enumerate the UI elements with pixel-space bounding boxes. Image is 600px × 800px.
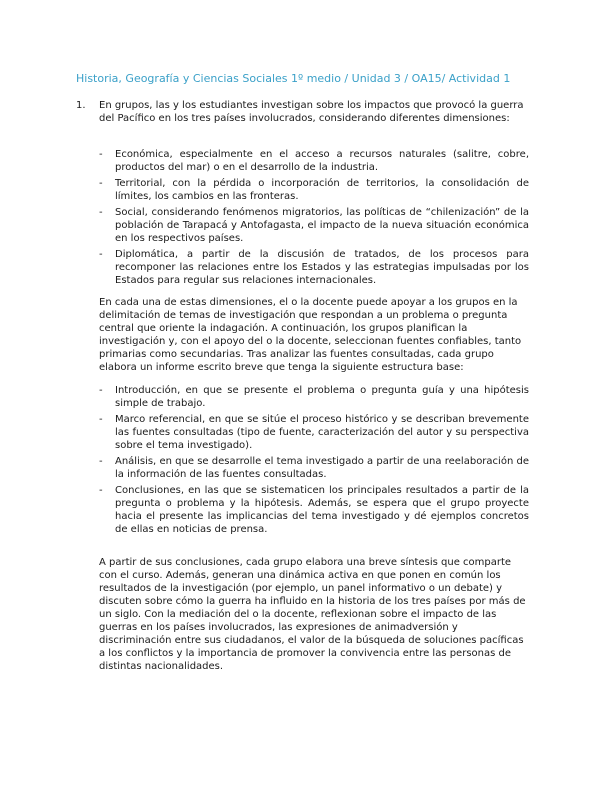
bullet-dash: - xyxy=(99,207,103,218)
bullet-dash: - xyxy=(99,485,103,496)
document-header: Historia, Geografía y Ciencias Sociales 1º medio / Unidad 3 / OA15/ Actividad 1 xyxy=(76,72,511,85)
structure-analisis: Análisis, en que se desarrolle el tema investigado a partir de una reelaboración de la información de las fuentes consultadas. xyxy=(115,456,529,480)
dimension-economica: Económica, especialmente en el acceso a recursos naturales (salitre, cobre, productos del mar) o en el desarrollo de la industria. xyxy=(115,149,529,173)
dimension-territorial: Territorial, con la pérdida o incorporación de territorios, la consolidación de límites, los cambios en las fronteras. xyxy=(115,178,529,202)
paragraph-investigacion: En cada una de estas dimensiones, el o la docente puede apoyar a los grupos en la delimitación de temas de investigación que respondan a un problema o pregunta central que oriente la indagación. A continuación, los grupos planifican la investigación y, con el apoyo del o la docente, seleccionan fuentes confiables, tanto primarias como secundarias. Tras analizar las fuentes consultadas, cada grupo elabora un informe escrito breve que tenga la siguiente estructura base: xyxy=(99,297,522,373)
list-item xyxy=(99,384,529,410)
bullet-dash: - xyxy=(99,249,103,260)
structure-introduccion: Introducción, en que se presente el problema o pregunta guía y una hipótesis simple de trabajo. xyxy=(115,385,529,409)
list-item xyxy=(99,148,529,174)
bullet-dash: - xyxy=(99,414,103,425)
list-item xyxy=(99,248,529,287)
structure-conclusiones: Conclusiones, en las que se sistematicen los principales resultados a partir de la pregunta o problema y la hipótesis. Además, se espera que el grupo proyecte hacia el presente las implicancias del tema investigado y dé ejemplos concretos de ellas en noticias de prensa. xyxy=(115,485,529,535)
structure-list xyxy=(99,384,529,539)
list-item xyxy=(99,413,529,452)
list-item xyxy=(99,206,529,245)
dimension-diplomatica: Diplomática, a partir de la discusión de tratados, de los procesos para recomponer las relaciones entre los Estados y las estrategias impulsadas por los Estados para regular sus relaciones internacionales. xyxy=(115,249,529,286)
list-item xyxy=(99,177,529,203)
paragraph-sintesis: A partir de sus conclusiones, cada grupo elabora una breve síntesis que comparte con el curso. Además, generan una dinámica activa en que ponen en común los resultados de la investigación (por ejemplo, un panel informativo o un debate) y discuten sobre cómo la guerra ha influido en la historia de los tres países por más de un siglo. Con la mediación del o la docente, reflexionan sobre el impacto de las guerras en los países involucrados, las expresiones de animadversión y discriminación entre sus ciudadanos, el valor de la búsqueda de soluciones pacíficas a los conflictos y la importancia de promover la convivencia entre las personas de distintas nacionalidades. xyxy=(99,557,526,672)
list-item xyxy=(99,455,529,481)
bullet-dash: - xyxy=(99,456,103,467)
bullet-dash: - xyxy=(99,178,103,189)
dimension-social: Social, considerando fenómenos migratorios, las políticas de “chilenización” de la población de Tarapacá y Antofagasta, el impacto de la nueva situación económica en los respectivos países. xyxy=(115,207,529,244)
bullet-dash: - xyxy=(99,385,103,396)
activity-intro: En grupos, las y los estudiantes investigan sobre los impactos que provocó la guerra del Pacífico en los tres países involucrados, considerando diferentes dimensiones: xyxy=(99,100,524,124)
structure-marco: Marco referencial, en que se sitúe el proceso histórico y se describan brevemente las fuentes consultadas (tipo de fuente, caracterización del autor y su perspectiva sobre el tema investigado). xyxy=(115,414,529,451)
bullet-dash: - xyxy=(99,149,103,160)
dimensions-list xyxy=(99,148,529,290)
list-item xyxy=(99,484,529,536)
activity-number: 1. xyxy=(76,100,86,111)
